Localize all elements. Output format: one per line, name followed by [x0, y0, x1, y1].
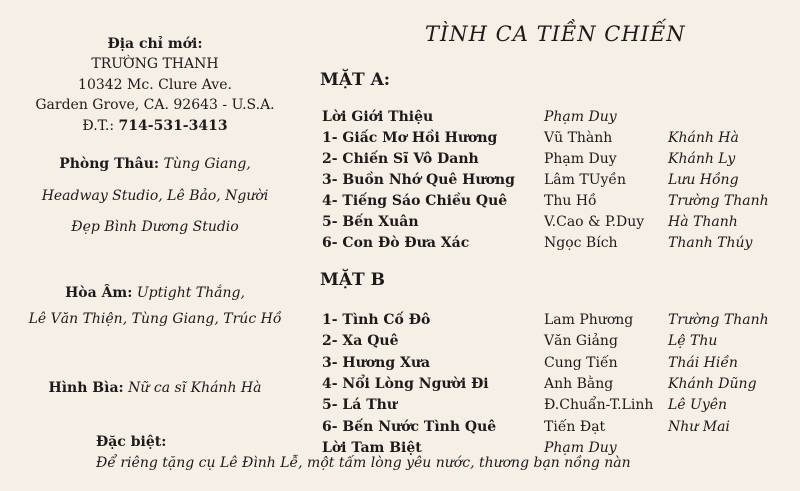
track-singer: Hà Thanh — [668, 214, 738, 230]
track-singer: Lưu Hồng — [668, 172, 739, 188]
track-composer: Phạm Duy — [544, 109, 617, 125]
track-row — [322, 214, 792, 234]
arrangement-label: Hòa Âm: — [65, 285, 133, 301]
recording-line-1 — [0, 156, 310, 172]
track-row — [322, 151, 792, 171]
track-row — [322, 333, 792, 353]
cover-label: Hình Bìa: — [48, 380, 124, 396]
track-singer: Khánh Dũng — [668, 375, 757, 392]
contact-name: TRƯỜNG THANH — [91, 56, 219, 72]
recording-line-3: Đẹp Bình Dương Studio — [71, 219, 239, 235]
track-title: 4- Nổi Lòng Người Đi — [322, 375, 489, 392]
cover-line — [0, 380, 310, 396]
track-singer: Khánh Hà — [668, 130, 739, 146]
recording-value-1: Tùng Giang, — [163, 156, 251, 172]
track-title: 6- Bến Nước Tình Quê — [322, 418, 497, 435]
track-row — [322, 130, 792, 150]
recording-line-2: Headway Studio, Lê Bảo, Người — [41, 188, 269, 204]
track-composer: Phạm Duy — [544, 151, 617, 167]
track-title: 1- Giấc Mơ Hồi Hương — [322, 130, 498, 146]
track-row — [322, 312, 792, 332]
track-title: 3- Hương Xưa — [322, 354, 431, 371]
track-title: 5- Lá Thư — [322, 397, 397, 414]
contact-street: 10342 Mc. Clure Ave. — [78, 77, 232, 93]
arrangement-value-1: Uptight Thắng, — [136, 285, 245, 301]
track-singer: Trường Thanh — [668, 312, 769, 328]
track-singer: Lệ Thu — [668, 333, 718, 350]
track-row — [322, 193, 792, 213]
contact-city: Garden Grove, CA. 92643 - U.S.A. — [35, 97, 275, 113]
dedication-text: Để riêng tặng cụ Lê Đình Lễ, một tấm lòng yêu nước, thương bạn nồng nàn — [96, 455, 631, 471]
track-row — [322, 355, 792, 375]
track-row — [322, 109, 792, 129]
track-row — [322, 397, 792, 417]
track-row — [322, 419, 792, 439]
special-label: Đặc biệt: — [96, 434, 167, 450]
track-composer: Lâm TUyền — [544, 172, 627, 188]
track-composer: Văn Giảng — [544, 333, 618, 350]
track-composer: Anh Bằng — [544, 375, 614, 392]
track-title: Lời Giới Thiệu — [322, 109, 434, 125]
track-singer: Khánh Ly — [668, 151, 736, 167]
track-title: Lời Tam Biệt — [322, 439, 422, 456]
track-composer: Đ.Chuẩn-T.Linh — [544, 397, 654, 414]
track-composer: Vũ Thành — [544, 130, 613, 146]
track-singer: Thái Hiền — [668, 354, 738, 371]
track-singer: Trường Thanh — [668, 193, 769, 209]
recording-label: Phòng Thâu: — [59, 156, 160, 172]
track-singer: Lê Uyên — [668, 397, 728, 414]
arrangement-line-1 — [0, 285, 310, 301]
track-title: 2- Chiến Sĩ Vô Danh — [322, 151, 479, 167]
track-row — [322, 376, 792, 396]
track-singer: Thanh Thúy — [668, 235, 753, 251]
address-label: Địa chỉ mới: — [107, 36, 203, 52]
track-composer: Phạm Duy — [544, 439, 617, 456]
album-title: TÌNH CA TIỀN CHIẾN — [425, 22, 686, 46]
arrangement-line-2: Lê Văn Thiện, Tùng Giang, Trúc Hồ — [28, 311, 282, 327]
side-b-label: MẶT B — [320, 270, 385, 290]
side-a-label: MẶT A: — [320, 70, 391, 90]
track-composer: Lam Phương — [544, 312, 634, 328]
phone-label: Đ.T.: — [82, 118, 115, 134]
track-title: 4- Tiếng Sáo Chiều Quê — [322, 193, 508, 209]
track-title: 2- Xa Quê — [322, 333, 399, 350]
track-title: 6- Con Đò Đưa Xác — [322, 235, 470, 251]
phone-number: 714-531-3413 — [118, 118, 228, 134]
cover-value: Nữ ca sĩ Khánh Hà — [128, 380, 262, 396]
track-row — [322, 235, 792, 255]
track-singer: Như Mai — [668, 418, 730, 435]
track-composer: V.Cao & P.Duy — [544, 214, 645, 230]
track-composer: Ngọc Bích — [544, 235, 618, 251]
track-composer: Tiến Đạt — [544, 418, 606, 435]
credits-column — [0, 0, 310, 491]
track-composer: Cung Tiến — [544, 354, 618, 371]
track-title: 3- Buồn Nhớ Quê Hương — [322, 172, 515, 188]
track-row — [322, 172, 792, 192]
track-title: 1- Tình Cố Đô — [322, 312, 431, 328]
track-title: 5- Bến Xuân — [322, 214, 419, 230]
track-composer: Thu Hồ — [544, 193, 597, 209]
contact-phone — [0, 118, 310, 134]
